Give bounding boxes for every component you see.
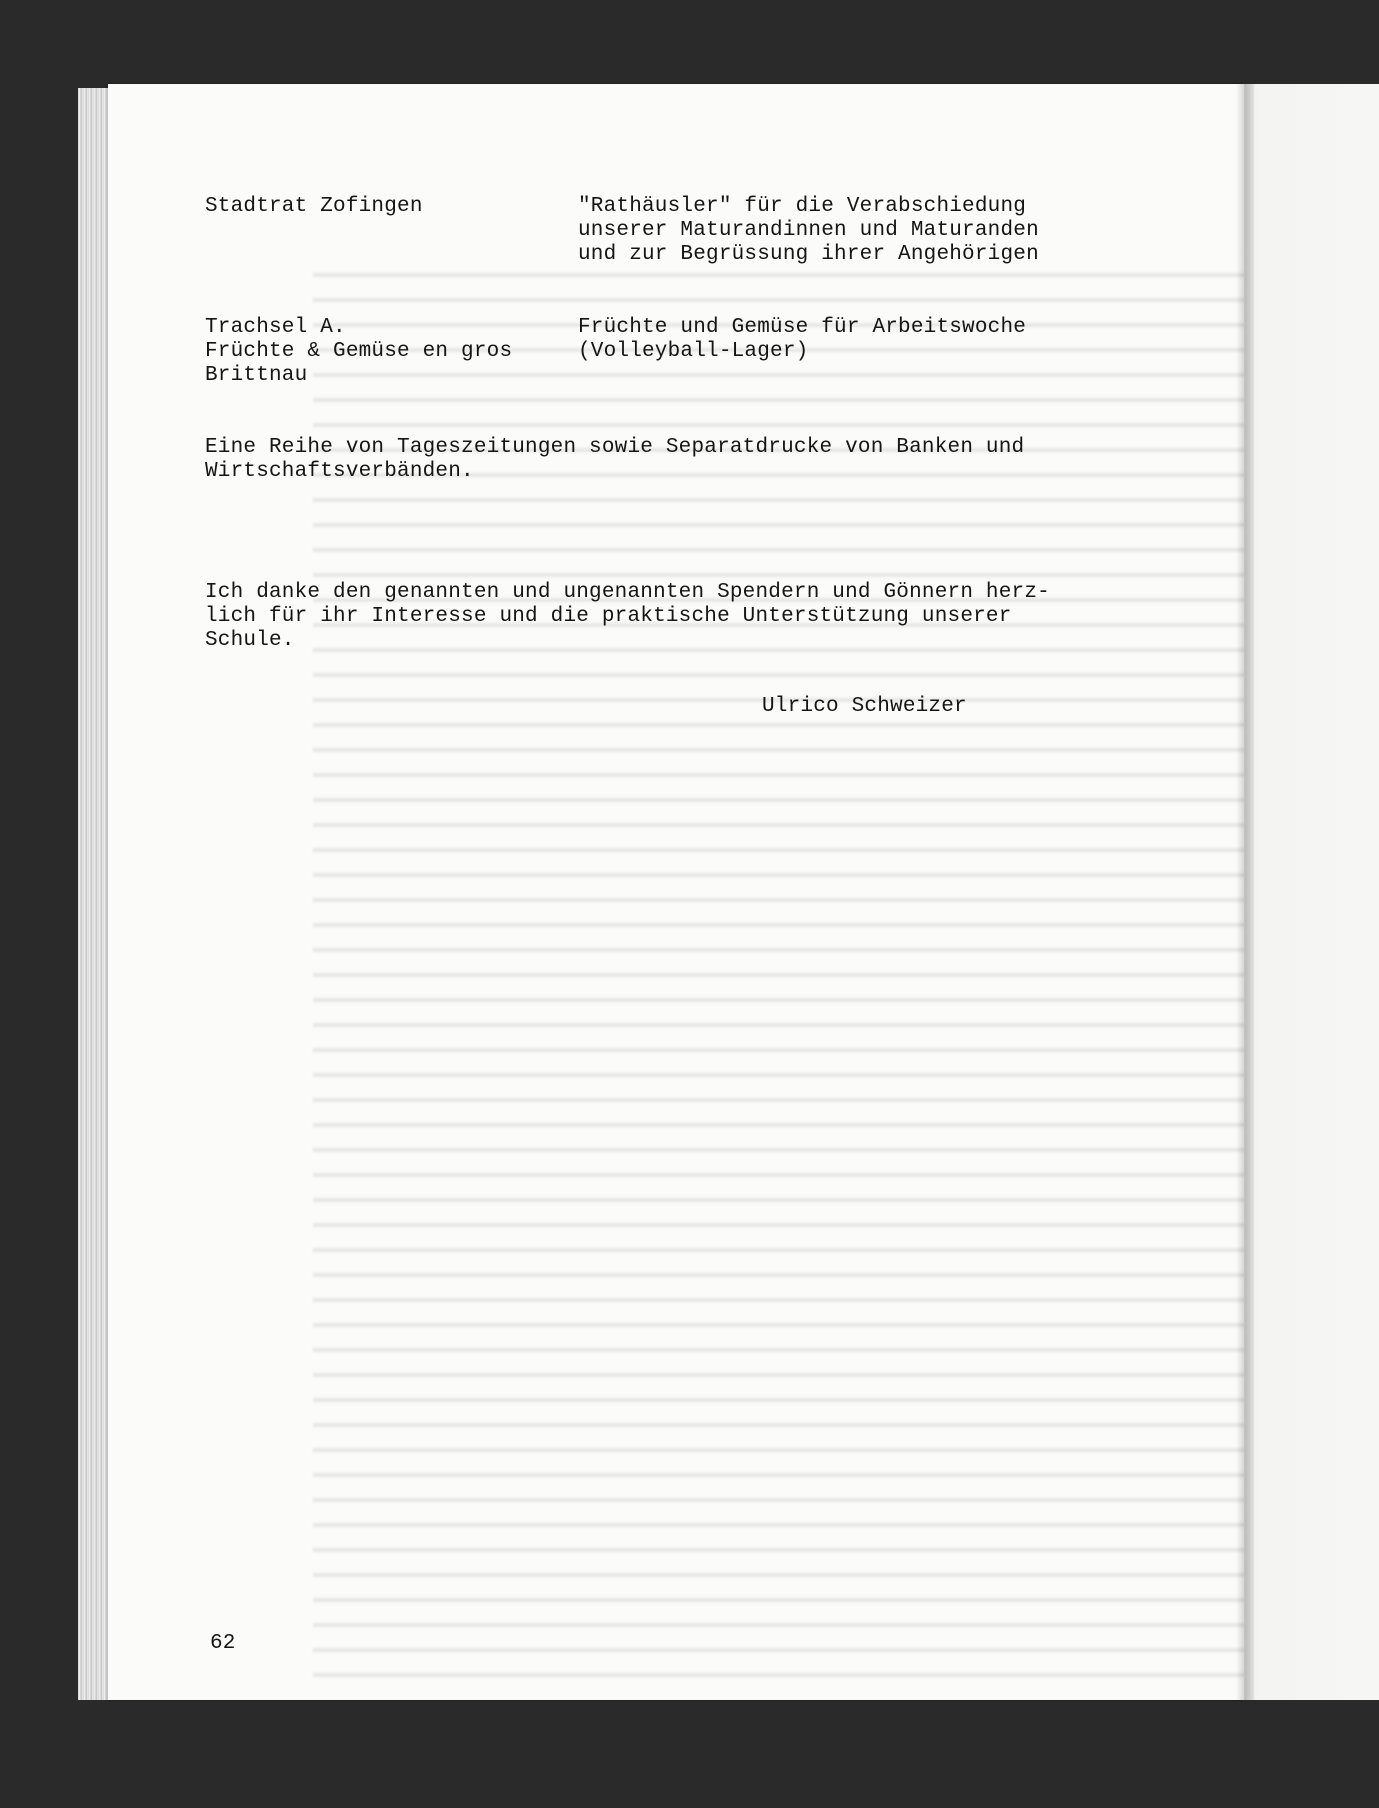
donor-1-line-1: Stadtrat Zofingen xyxy=(205,195,423,218)
newspapers-line-2: Wirtschaftsverbänden. xyxy=(205,460,474,483)
donor-2-line-2: Früchte & Gemüse en gros xyxy=(205,340,513,363)
thanks-line-1: Ich danke den genannten und ungenannten Spendern und Gönnern herz- xyxy=(205,581,1050,604)
gutter-shadow xyxy=(1236,84,1254,1700)
gift-1-line-3: und zur Begrüssung ihrer Angehörigen xyxy=(578,243,1039,266)
gift-1-line-1: "Rathäusler" für die Verabschiedung xyxy=(578,195,1027,218)
donor-2-line-3: Brittnau xyxy=(205,364,308,387)
page-number: 62 xyxy=(210,1632,236,1655)
gift-1-line-2: unserer Maturandinnen und Maturanden xyxy=(578,219,1039,242)
gift-2-line-1: Früchte und Gemüse für Arbeitswoche xyxy=(578,316,1027,339)
newspapers-line-1: Eine Reihe von Tageszeitungen sowie Separatdrucke von Banken und xyxy=(205,436,1025,459)
signature: Ulrico Schweizer xyxy=(762,695,967,718)
thanks-line-3: Schule. xyxy=(205,629,295,652)
facing-page-edge xyxy=(1244,84,1379,1700)
gift-2-line-2: (Volleyball-Lager) xyxy=(578,340,809,363)
thanks-line-2: lich für ihr Interesse und die praktische Unterstützung unserer xyxy=(205,605,1012,628)
donor-2-line-1: Trachsel A. xyxy=(205,316,346,339)
